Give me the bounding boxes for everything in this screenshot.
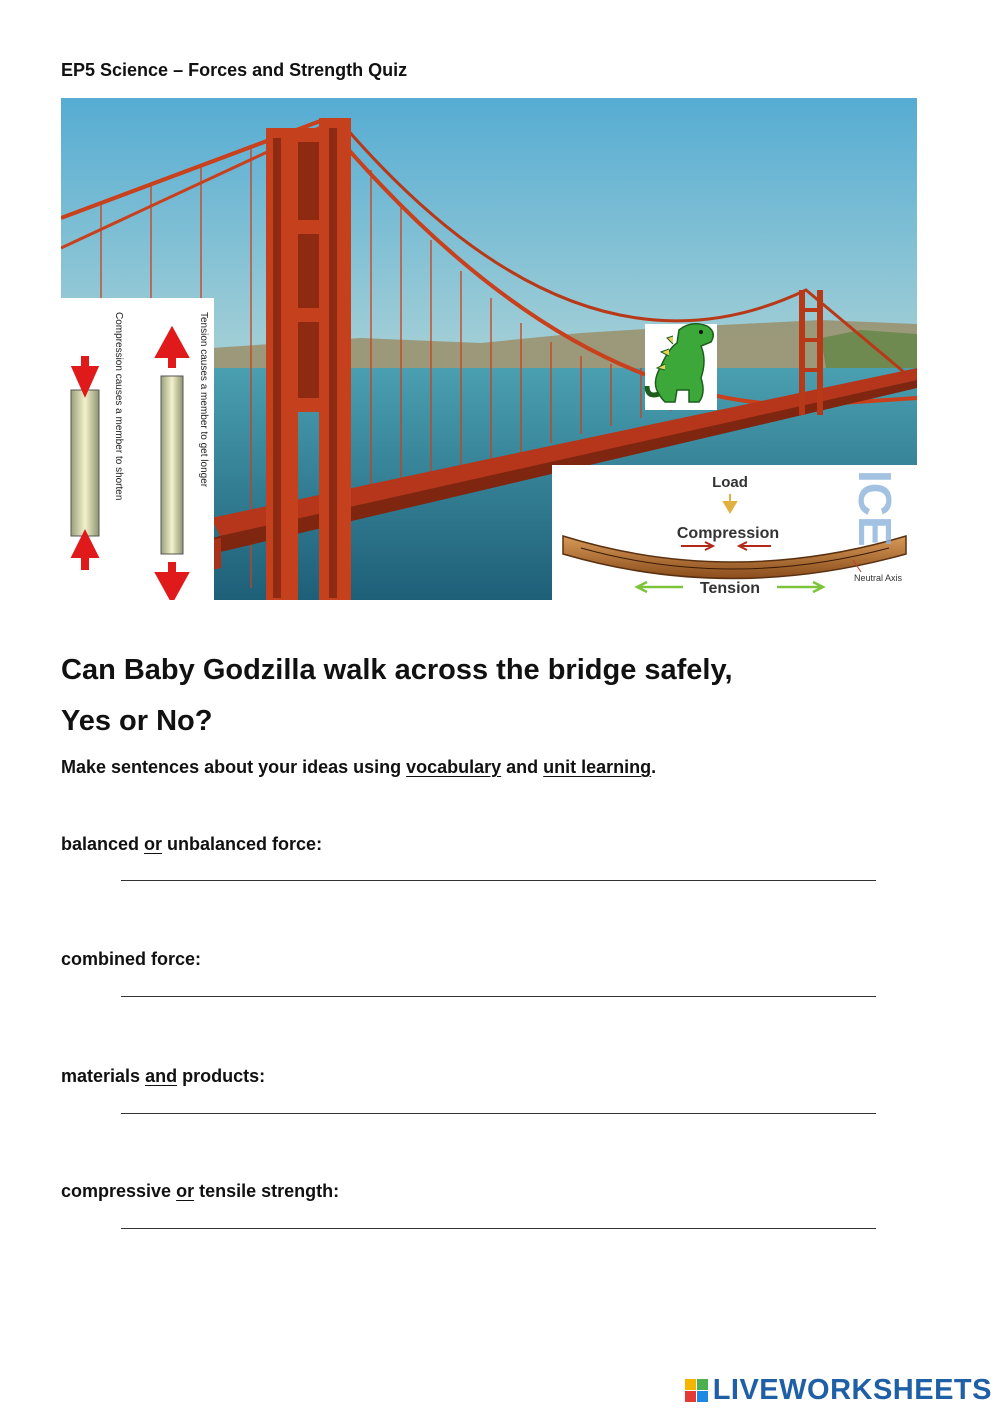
prompt-balanced-force: [61, 834, 322, 855]
question-line-1: Can Baby Godzilla walk across the bridge safely,: [61, 654, 733, 686]
prompt-text: compressive: [61, 1181, 177, 1201]
instructions: [61, 757, 656, 778]
bridge-hero-image: [61, 98, 917, 600]
instructions-text-1: Make sentences about your ideas using: [61, 757, 407, 777]
prompt-strength: [61, 1181, 339, 1202]
instructions-underline-2: unit learning: [543, 757, 652, 777]
liveworksheets-logo: [685, 1374, 992, 1407]
answer-line-3[interactable]: [121, 1113, 876, 1114]
beam-side-text: ICE: [849, 470, 901, 547]
logo-blocks-icon: [685, 1379, 709, 1403]
answer-line-4[interactable]: [121, 1228, 876, 1229]
answer-line-2[interactable]: [121, 996, 876, 997]
beam-force-diagram: [552, 465, 917, 600]
prompt-text: materials: [61, 1066, 146, 1086]
load-label: Load: [712, 474, 748, 491]
member-forces-diagram: [61, 298, 214, 600]
prompt-combined-force: [61, 949, 201, 970]
prompt-text: tensile strength:: [194, 1181, 340, 1201]
prompt-underline: and: [145, 1066, 178, 1086]
instructions-text-2: and: [501, 757, 544, 777]
question-line-2: Yes or No?: [61, 705, 213, 737]
prompt-text: balanced: [61, 834, 145, 854]
footer-brand: LIVEWORKSHEETS: [712, 1374, 992, 1406]
instructions-underline-1: vocabulary: [406, 757, 502, 777]
prompt-text: unbalanced force:: [162, 834, 323, 854]
page-title: EP5 Science – Forces and Strength Quiz: [61, 60, 408, 80]
tension-member-label: Tension causes a member to get longer: [198, 312, 209, 488]
neutral-axis-label: Neutral Axis: [853, 573, 903, 583]
prompt-underline: or: [176, 1181, 195, 1201]
prompt-text: products:: [177, 1066, 266, 1086]
prompt-text: combined force:: [61, 949, 202, 969]
answer-line-1[interactable]: [121, 880, 876, 881]
compression-member-label: Compression causes a member to shorten: [113, 312, 124, 501]
compression-label: Compression: [676, 525, 780, 542]
baby-godzilla-image: [645, 324, 717, 410]
prompt-materials-products: [61, 1066, 265, 1087]
instructions-text-3: .: [651, 757, 657, 777]
tension-label: Tension: [699, 580, 761, 597]
prompt-underline: or: [144, 834, 163, 854]
